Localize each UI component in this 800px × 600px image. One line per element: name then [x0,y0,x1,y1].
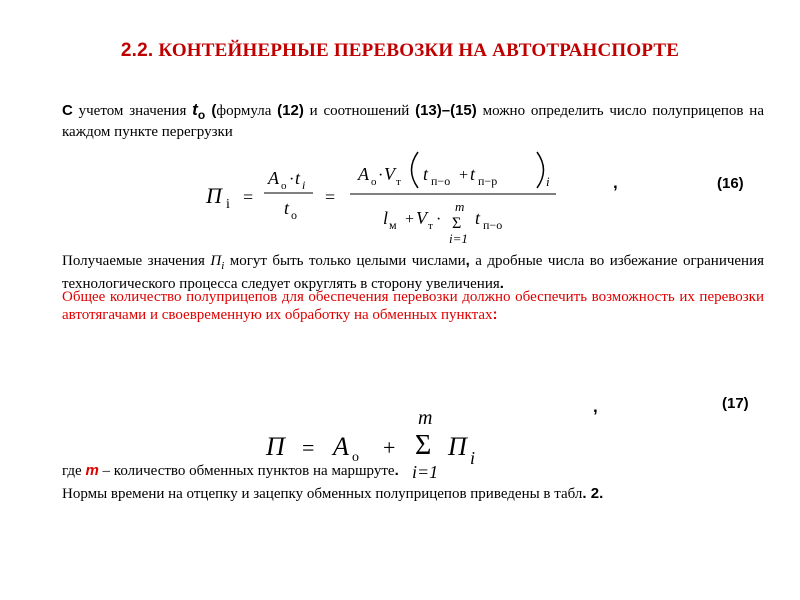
f16-num2-t2: t [470,164,476,184]
f17-number: (17) [722,395,749,412]
f16-num2-dot: · [378,167,384,184]
f16-den2-l: l [383,208,389,228]
p4-period: . [394,462,399,479]
norms-paragraph [62,485,764,503]
f17-p-sub: i [470,448,476,468]
f16-den2-v: V [416,208,427,228]
f16-den2-t: t [475,208,481,228]
intro-initial: С [62,102,73,119]
total-count-paragraph [62,289,764,324]
f16-num1-a-sub: o [281,180,287,192]
intro-ref-12: (12) [277,102,304,119]
f17-sum: Σ [415,430,432,461]
f16-left-paren [412,152,419,188]
f16-right-paren [537,152,544,188]
f16-num2-v-sub: т [396,176,401,188]
f16-eq2: = [325,187,336,207]
p5-text-2: . 2. [582,485,604,502]
f16-number: (16) [717,175,744,192]
f16-num2-t2-sub: п−р [478,174,498,188]
intro-t-sub: о [197,108,206,122]
section-number: 2.2. [120,40,154,61]
f17-p: П [448,432,467,461]
section-title: КОНТЕЙНЕРНЫЕ ПЕРЕВОЗКИ НА АВТОТРАНСПОРТЕ [158,40,680,61]
f16-den1-t: t [284,198,290,218]
f16-num1-dot: · [289,171,295,188]
p4-text-2: – количество обменных пунктов на маршруте [98,463,395,479]
p2-comma: , [465,252,470,269]
f16-num1-a: A [268,168,279,188]
f16-num1-t: t [295,168,301,188]
intro-text-4: и соотношений [303,103,416,119]
f16-num2-i: i [546,174,550,189]
f16-num2-a: A [358,164,369,184]
p2-p-symbol: П [210,253,222,269]
p2-text-1: Получаемые значения [62,253,211,269]
f16-num2-plus: + [459,167,469,184]
f16-comma: , [613,173,618,192]
p2-p-sub: i [221,260,225,272]
intro-t-symbol: t [192,100,198,119]
f16-lhs-sub: i [226,197,230,212]
f16-den2-t-sub: п−о [483,218,503,232]
f16-den2-sum: Σ [452,215,462,232]
f16-num2-v: V [384,164,395,184]
p3-text: Общее количество полуприцепов для обеспечения перевозки должно обеспечить возможность их перевозки автотягачами и своевременную их обработку на обменных пунктах [62,289,764,323]
f16-num2-t1-sub: п−о [431,174,451,188]
f16-den2-dot: · [436,211,442,228]
f16-den1-t-sub: o [291,208,297,222]
f16-den2-plus: + [405,211,415,228]
intro-text-5: можно определить число полуприцепов на каждом пункте перегрузки [62,103,764,140]
f17-m: m [418,407,433,429]
f16-den2-lower: i=1 [449,231,468,246]
f17-comma: , [593,397,598,416]
intro-text-3: формула [216,103,278,119]
f16-den2-l-sub: м [389,218,397,232]
intro-ref-13-15: (13)–(15) [415,102,477,119]
f17-a-sub: o [352,450,359,465]
where-paragraph [62,462,764,480]
p5-text-1: Нормы времени на отцепку и зацепку обменных полуприцепов приведены в табл [62,486,583,502]
p2-text-2: могут быть только целыми числами [224,253,466,269]
intro-text-1: учетом значения [72,103,193,119]
f17-plus: + [383,435,396,460]
rounding-paragraph [62,252,764,293]
f17-a: A [333,432,349,461]
p3-colon: : [492,306,498,323]
p4-m-symbol: m [85,462,99,479]
p2-text-3: а дробные числа во избежание ограничения технологического процесса следует округлять в сторону увеличения [62,253,765,292]
f16-num2-a-sub: o [371,176,377,188]
f16-eq1: = [243,187,254,207]
f16-num1-t-sub: i [302,178,306,192]
p4-text-1: где [62,463,86,479]
intro-paren: ( [205,102,217,119]
f16-num2-t1: t [423,164,429,184]
f17-lower: i=1 [412,462,439,482]
f16-den2-m: m [455,199,465,214]
f17-eq: = [302,435,315,460]
p2-period: . [499,275,504,292]
f16-den2-v-sub: т [428,220,433,232]
f17-lhs: П [266,432,285,461]
f16-lhs: П [206,183,222,208]
